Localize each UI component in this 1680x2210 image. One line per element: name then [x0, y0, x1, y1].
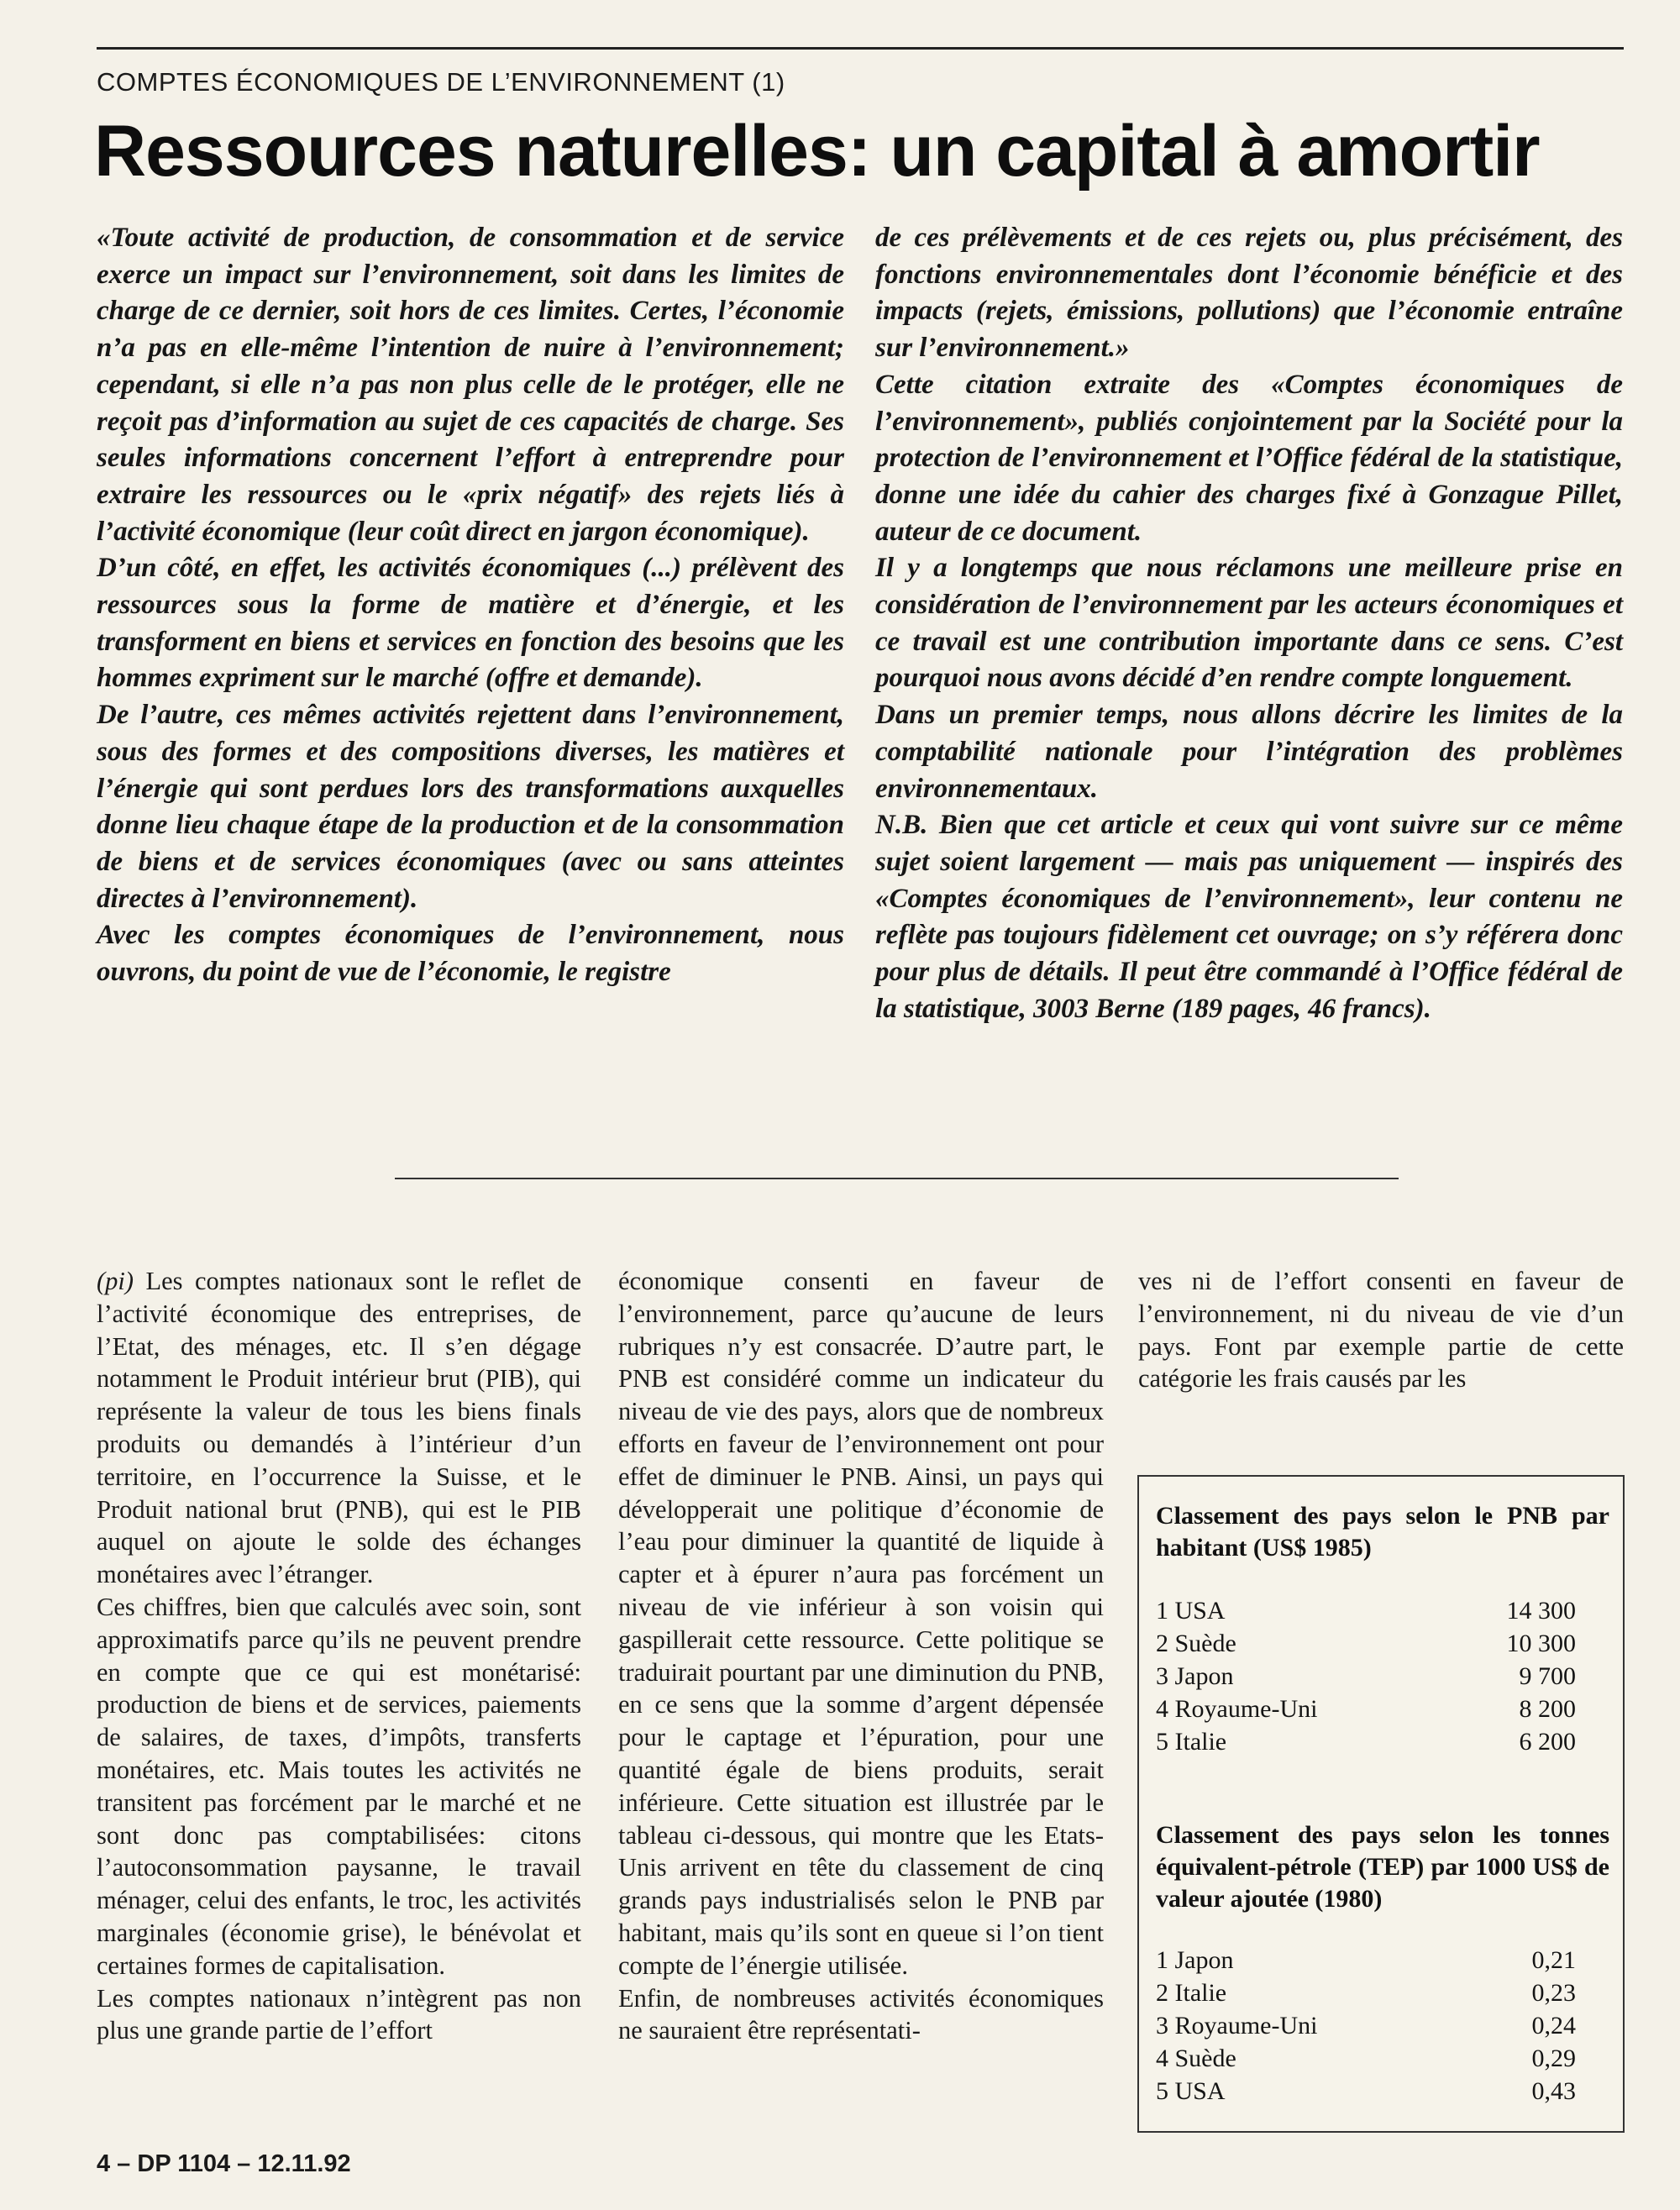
table2-row [1156, 1976, 1576, 2009]
article-paragraph: Ces chiffres, bien que calculés avec soin, sont approximatifs parce qu’ils ne peuvent prendre en compte que ce qui est monétarisé: production de biens et de services, paiements de salaires, de taxes, d’impôts, transferts monétaires, etc. Mais toutes les activités ne transitent pas forcément par le marché et ne sont donc pas comptabilisées: citons l’autoconsommation paysanne, le travail ménager, celui des enfants, le troc, les activités marginales (économie grise), le bénévolat et certaines formes de capitalisation. [97, 1592, 581, 1980]
article-paragraph: Les comptes nationaux n’intègrent pas non plus une grande partie de l’effort [97, 1983, 581, 2045]
country-value: 8 200 [1519, 1695, 1576, 1723]
page-footer: 4 – DP 1104 – 12.11.92 [97, 2150, 351, 2177]
table1-row [1156, 1693, 1576, 1725]
ranking-box [1137, 1475, 1625, 2133]
country-value: 0,24 [1531, 2012, 1576, 2039]
intro-paragraph: Il y a longtemps que nous réclamons une meilleure prise en considération de l’environnement par les acteurs économiques et ce travail est une contribution importante dans ce sens. C’est pourquoi nous avons décidé d’en rendre compte longuement. [875, 553, 1623, 694]
country-value: 14 300 [1506, 1597, 1576, 1625]
table1-row [1156, 1660, 1576, 1693]
country-value: 0,29 [1531, 2045, 1576, 2072]
country-name: 3 Royaume-Uni [1156, 2012, 1318, 2039]
section-kicker: COMPTES ÉCONOMIQUES DE L’ENVIRONNEMENT (1) [97, 67, 785, 97]
intro-paragraph: N.B. Bien que cet article et ceux qui vont suivre sur ce même sujet soient largement — mais pas uniquement — inspirés des «Comptes économiques de l’environnement», leur contenu ne reflète pas toujours fidèlement cet ouvrage; on s’y référera donc pour plus de détails. Il peut être commandé à l’Office fédéral de la statistique, 3003 Berne (189 pages, 46 francs). [875, 810, 1623, 1024]
table2-row [1156, 2042, 1576, 2075]
country-value: 0,21 [1531, 1946, 1576, 1974]
country-value: 9 700 [1519, 1662, 1576, 1690]
article-column-3 [1138, 1265, 1624, 1395]
article-paragraph: économique consenti en faveur de l’environnement, parce qu’aucune de leurs rubriques n’y est consacrée. D’autre part, le PNB est considéré comme un indicateur du niveau de vie des pays, alors que de nombreux efforts en faveur de l’environnement ont pour effet de diminuer le PNB. Ainsi, un pays qui développerait une politique d’économie de l’eau pour diminuer la quantité de liquide à capter et à épurer n’aura pas forcément un niveau de vie inférieur à son voisin qui gaspillerait cette ressource. Cette politique se traduirait pourtant par une diminution du PNB, en ce sens que la somme d’argent dépensée pour le captage et l’épuration, pour une quantité égale de biens produits, serait inférieure. Cette situation est illustrée par le tableau ci-dessous, qui montre que les Etats-Unis arrivent en tête du classement de cinq grands pays industrialisés selon le PNB par habitant, mais qu’ils sont en queue si l’on tient compte de l’énergie utilisée. [618, 1267, 1104, 1980]
country-value: 0,43 [1531, 2077, 1576, 2105]
intro-left-column [97, 220, 844, 991]
article-paragraph: Enfin, de nombreuses activités économiques ne sauraient être représentati- [618, 1983, 1104, 2045]
article-column-2 [618, 1265, 1104, 2047]
article-paragraph-text: Les comptes nationaux sont le reflet de l’activité économique des entreprises, de l’Etat, des ménages, etc. Il s’en dégage notamment le Produit intérieur brut (PIB), qui représente la valeur de tous les biens finals produits ou demandés à l’intérieur d’un territoire, en l’occurrence la Suisse, et le Produit national brut (PNB), qui est le PIB auquel on ajoute le solde des échanges monétaires avec l’étranger. [97, 1267, 581, 1589]
country-name: 5 Italie [1156, 1728, 1227, 1756]
country-name: 2 Italie [1156, 1979, 1227, 2007]
top-rule [97, 47, 1624, 50]
author-tag: (pi) [97, 1267, 134, 1295]
article-paragraph: ves ni de l’effort consenti en faveur de l’environnement, ni du niveau de vie d’un pays. Font par exemple partie de cette catégorie les frais causés par les [1138, 1267, 1624, 1394]
table1-row [1156, 1627, 1576, 1660]
country-name: 3 Japon [1156, 1662, 1234, 1690]
table1-title: Classement des pays selon le PNB par habitant (US$ 1985) [1156, 1502, 1609, 1562]
intro-paragraph: «Toute activité de production, de consommation et de service exerce un impact sur l’environnement, soit dans les limites de charge de ce dernier, soit hors de ces limites. Certes, l’économie n’a pas en elle-même l’intention de nuire à l’environnement; cependant, si elle n’a pas non plus celle de le protéger, elle ne reçoit pas d’information au sujet de ces capacités de charge. Ses seules informations concernent l’effort à entreprendre pour extraire les ressources ou le «prix négatif» des rejets liés à l’activité économique (leur coût direct en jargon économique). [97, 223, 844, 547]
intro-paragraph: de ces prélèvements et de ces rejets ou, plus précisément, des fonctions environnementales dont l’économie bénéficie et des impacts (rejets, émissions, pollutions) que l’économie entraîne sur l’environnement.» [875, 223, 1623, 364]
table1-row [1156, 1725, 1576, 1758]
table2-row [1156, 1944, 1576, 1976]
country-value: 0,23 [1531, 1979, 1576, 2007]
table2-row [1156, 2009, 1576, 2042]
country-name: 1 USA [1156, 1597, 1226, 1625]
country-name: 4 Royaume-Uni [1156, 1695, 1318, 1723]
intro-paragraph: Dans un premier temps, nous allons décrire les limites de la comptabilité nationale pour l’intégration des problèmes environnementaux. [875, 700, 1623, 804]
intro-right-column [875, 220, 1623, 1027]
section-divider [395, 1178, 1399, 1179]
table2-title: Classement des pays selon les tonnes équivalent-pétrole (TEP) par 1000 US$ de valeur ajoutée (1980) [1156, 1821, 1609, 1913]
page-title: Ressources naturelles: un capital à amortir [94, 111, 1540, 192]
intro-paragraph: D’un côté, en effet, les activités économiques (...) prélèvent des ressources sous la forme de matière et d’énergie, et les transforment en biens et services en fonction des besoins que les hommes expriment sur le marché (offre et demande). [97, 553, 844, 694]
country-name: 5 USA [1156, 2077, 1226, 2105]
intro-paragraph: Cette citation extraite des «Comptes économiques de l’environnement», publiés conjointement par la Société pour la protection de l’environnement et l’Office fédéral de la statistique, donne une idée du cahier des charges fixé à Gonzague Pillet, auteur de ce document. [875, 369, 1623, 547]
article-column-1 [97, 1265, 581, 2047]
intro-paragraph: De l’autre, ces mêmes activités rejettent dans l’environnement, sous des formes et des compositions diverses, les matières et l’énergie qui sont perdues lors des transformations auxquelles donne lieu chaque étape de la production et de la consommation de biens et de services économiques (avec ou sans atteintes directes à l’environnement). [97, 700, 844, 914]
country-name: 2 Suède [1156, 1630, 1236, 1657]
country-name: 1 Japon [1156, 1946, 1234, 1974]
country-value: 10 300 [1506, 1630, 1576, 1657]
country-name: 4 Suède [1156, 2045, 1236, 2072]
article-paragraph [97, 1265, 581, 1591]
country-value: 6 200 [1519, 1728, 1576, 1756]
table2-row [1156, 2075, 1576, 2108]
table1-row [1156, 1594, 1576, 1627]
intro-paragraph: Avec les comptes économiques de l’environnement, nous ouvrons, du point de vue de l’économie, le registre [97, 920, 844, 988]
